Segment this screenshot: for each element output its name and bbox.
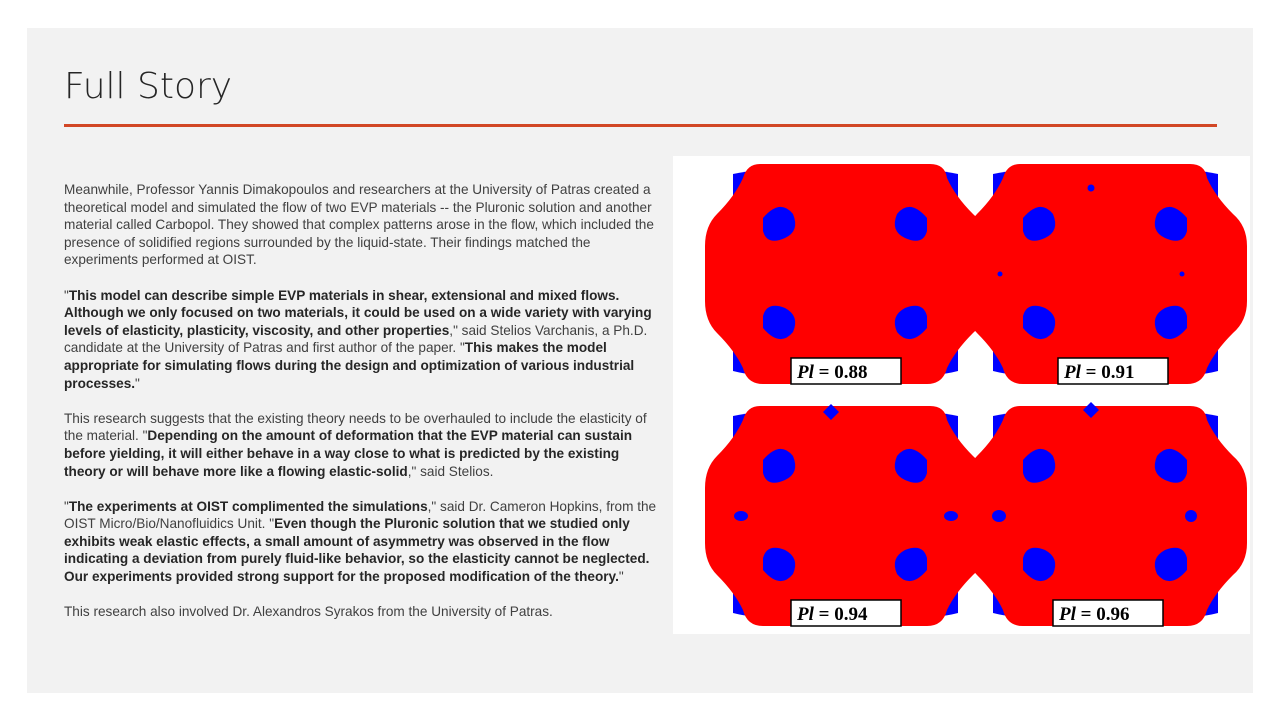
attribution-text: ," said Stelios. <box>407 463 494 479</box>
panel-pl-088 <box>705 164 987 384</box>
quote-mark: " <box>618 569 624 585</box>
bold-quote: This makes the model appropriate for simulating flows during the design and optimization of various industrial processes. <box>64 340 635 391</box>
paragraph-text: This research suggests that the existing theory needs to be overhauled to include the elasticity of the material. " <box>64 410 647 444</box>
pl-label: Pl = 0.88 <box>797 362 868 383</box>
bold-quote: Depending on the amount of deformation that the EVP material can sustain before yielding, it will either behave in a way close to what is predicted by the existing theory or will behave more like a flowing elastic-solid <box>64 428 633 479</box>
paragraph-5-text: This research also involved Dr. Alexandros Syrakos from the University of Patras. <box>64 604 553 620</box>
simulation-figure <box>673 156 1250 634</box>
body-text <box>64 181 664 638</box>
quote-mark: " <box>64 498 69 514</box>
simulation-panels-svg <box>673 156 1250 634</box>
bold-quote: The experiments at OIST complimented the simulations <box>68 498 428 514</box>
title-underline <box>64 124 1217 127</box>
paragraph-2 <box>64 287 664 393</box>
panel-pl-096 <box>965 402 1247 626</box>
attribution-text: ," said Stelios Varchanis, a Ph.D. candidate at the University of Patras and first author of the paper. " <box>64 322 648 356</box>
paragraph-5 <box>64 603 664 621</box>
bold-quote: This model can describe simple EVP materials in shear, extensional and mixed flows. Although we only focused on two materials, it could be used on a wide variety with varying levels of elasticity, plasticity, viscosity, and other properties <box>64 287 652 338</box>
panel-pl-091 <box>965 164 1247 384</box>
pl-label: Pl = 0.91 <box>1064 362 1135 383</box>
panel-pl-094 <box>705 404 987 626</box>
paragraph-4 <box>64 498 664 586</box>
slide-title: Full Story <box>64 66 233 107</box>
slide <box>27 28 1253 693</box>
attribution-text: ," said Dr. Cameron Hopkins, from the OIST Micro/Bio/Nanofluidics Unit. " <box>64 498 657 532</box>
paragraph-1-text: Meanwhile, Professor Yannis Dimakopoulos and researchers at the University of Patras created a theoretical model and simulated the flow of two EVP materials -- the Pluronic solution and another material called Carbopol. They showed that complex patterns arose in the flow, which included the presence of solidified regions surrounded by the liquid-state. Their findings matched the experiments performed at OIST. <box>64 182 654 268</box>
bold-quote: Even though the Pluronic solution that we studied only exhibits weak elastic effects, a small amount of asymmetry was observed in the flow indicating a deviation from purely fluid-like behavior, so the elasticity cannot be neglected. Our experiments provided strong support for the proposed modification of the theory. <box>64 516 650 585</box>
paragraph-3 <box>64 410 664 480</box>
quote-mark: " <box>135 375 140 391</box>
paragraph-1 <box>64 181 664 269</box>
pl-label: Pl = 0.94 <box>797 604 868 625</box>
pl-label: Pl = 0.96 <box>1059 604 1130 625</box>
quote-mark: " <box>64 287 69 303</box>
